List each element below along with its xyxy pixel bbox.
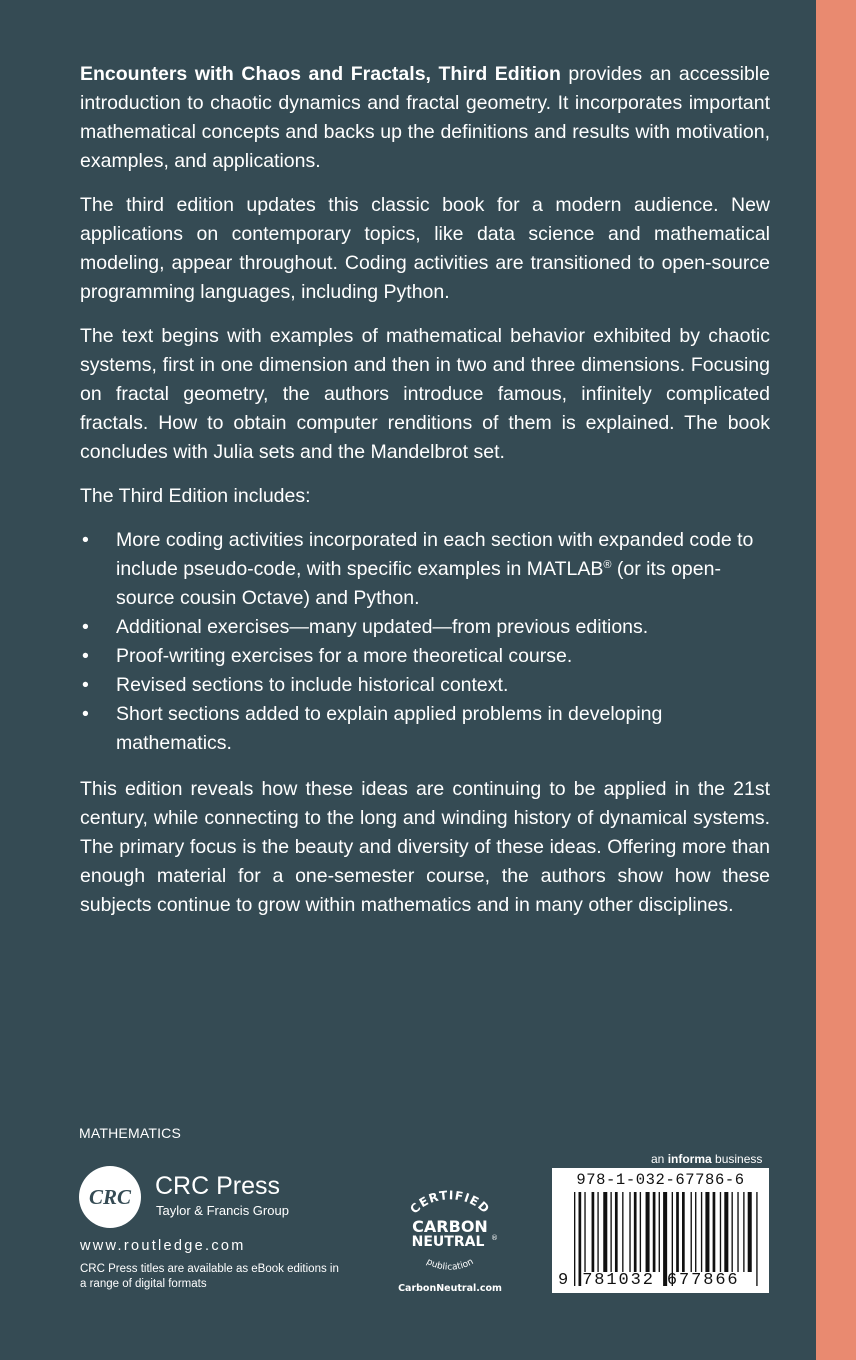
informa-tagline: an informa business <box>651 1152 763 1166</box>
svg-text:publication <box>425 1257 476 1273</box>
overview-paragraph: The text begins with examples of mathematical behavior exhibited by chaotic systems, first in one dimension and then in two and three dimensions. Focusing on fractal geometry, the authors introduce famous, infinitely complicated fractals. How to obtain computer renditions of them is explained. The book concludes with Julia sets and the Mandelbrot set. <box>80 325 770 463</box>
intro-paragraph <box>80 60 770 176</box>
third-edition-paragraph: The third edition updates this classic book for a modern audience. New applications on contemporary topics, like data science and mathematical modeling, appear throughout. Coding activities are transitioned to open-source programming languages, including Python. <box>80 194 770 303</box>
carbon-neutral-logo-icon <box>390 1180 510 1300</box>
barcode-bar <box>584 1192 585 1272</box>
carbon-site: CarbonNeutral.com <box>398 1283 502 1294</box>
neutral-word: NEUTRAL <box>411 1234 485 1250</box>
barcode-bar <box>701 1192 702 1272</box>
barcode-bar <box>615 1192 618 1272</box>
barcode-bar <box>676 1192 679 1272</box>
book-title: Encounters with Chaos and Fractals, Third Edition <box>80 63 561 85</box>
registered-mark: ® <box>603 559 612 571</box>
isbn-number: 978-1-032-67786-6 <box>576 1171 745 1189</box>
isbn-barcode <box>552 1168 769 1293</box>
barcode-bar <box>691 1192 692 1272</box>
bullet-icon: • <box>82 529 89 551</box>
carbon-registered-mark: ® <box>491 1234 498 1242</box>
carbon-certified-text: CERTIFIED <box>407 1188 493 1217</box>
feature-list-heading: The Third Edition includes: <box>80 485 311 507</box>
intro-text: provides an accessible introduction to chaotic dynamics and fractal geometry. It incorporates important mathematical concepts and backs up the definitions and results with motivation, examples, and applications. <box>80 63 770 172</box>
publisher-group: Taylor & Francis Group <box>156 1203 289 1218</box>
ebook-note: CRC Press titles are available as eBook editions in a range of digital formats <box>80 1263 339 1290</box>
carbon-word: CARBON <box>412 1217 488 1236</box>
barcode-bar <box>592 1192 595 1272</box>
list-item: • Proof-writing exercises for a more theoretical course. <box>80 642 770 671</box>
informa-word: informa <box>667 1152 712 1166</box>
publisher-website: www.routledge.com <box>80 1238 246 1254</box>
barcode-bar <box>653 1192 656 1272</box>
spine-color-strip <box>816 0 856 1360</box>
back-cover-description <box>80 60 770 935</box>
list-item: • Short sections added to explain applied problems in developing mathematics. <box>80 700 770 758</box>
svg-text:CERTIFIED <box>407 1188 492 1216</box>
crc-logo-icon: CRC <box>79 1166 141 1228</box>
feature-list <box>80 526 770 758</box>
barcode-bar <box>695 1192 696 1272</box>
bullet-icon: • <box>82 674 89 696</box>
barcode-bar <box>646 1192 650 1272</box>
barcode-bar <box>629 1192 630 1272</box>
closing-paragraph: This edition reveals how these ideas are continuing to be applied in the 21st century, while connecting to the long and winding history of dynamical systems. The primary focus is the beauty and diversity of these ideas. Offering more than enough material for a one-semester course, the authors show how these subjects continue to grow within mathematics and in many other disciplines. <box>80 778 770 916</box>
barcode-bar <box>713 1192 716 1272</box>
barcode-bar <box>659 1192 660 1272</box>
bullet-icon: • <box>82 645 89 667</box>
barcode-bar <box>640 1192 641 1272</box>
list-item: • More coding activities incorporated in each section with expanded code to include pseudo-code, with specific examples in MATLAB® (or its open-source cousin Octave) and Python. <box>80 526 770 613</box>
bullet-icon: • <box>82 616 89 638</box>
barcode-bar <box>682 1192 685 1272</box>
carbon-publication-text: publication <box>424 1256 476 1273</box>
barcode-bar <box>603 1192 607 1272</box>
barcode-digits: 9 781032 677866 <box>558 1271 740 1290</box>
barcode-bar <box>720 1192 721 1272</box>
barcode-bar <box>724 1192 728 1272</box>
barcode-bar <box>597 1192 598 1272</box>
barcode-bar <box>634 1192 637 1272</box>
barcode-bar <box>622 1192 623 1272</box>
barcode-bar <box>705 1192 709 1272</box>
subject-category: MATHEMATICS <box>79 1125 182 1141</box>
barcode-bar <box>748 1192 752 1272</box>
barcode-bar <box>737 1192 738 1272</box>
list-item: • Additional exercises—many updated—from previous editions. <box>80 613 770 642</box>
publisher-name: CRC Press <box>155 1172 281 1200</box>
barcode-bar <box>732 1192 733 1272</box>
list-item: • Revised sections to include historical context. <box>80 671 770 700</box>
barcode-bar <box>610 1192 611 1272</box>
barcode-bar <box>743 1192 744 1272</box>
bullet-icon: • <box>82 703 89 725</box>
